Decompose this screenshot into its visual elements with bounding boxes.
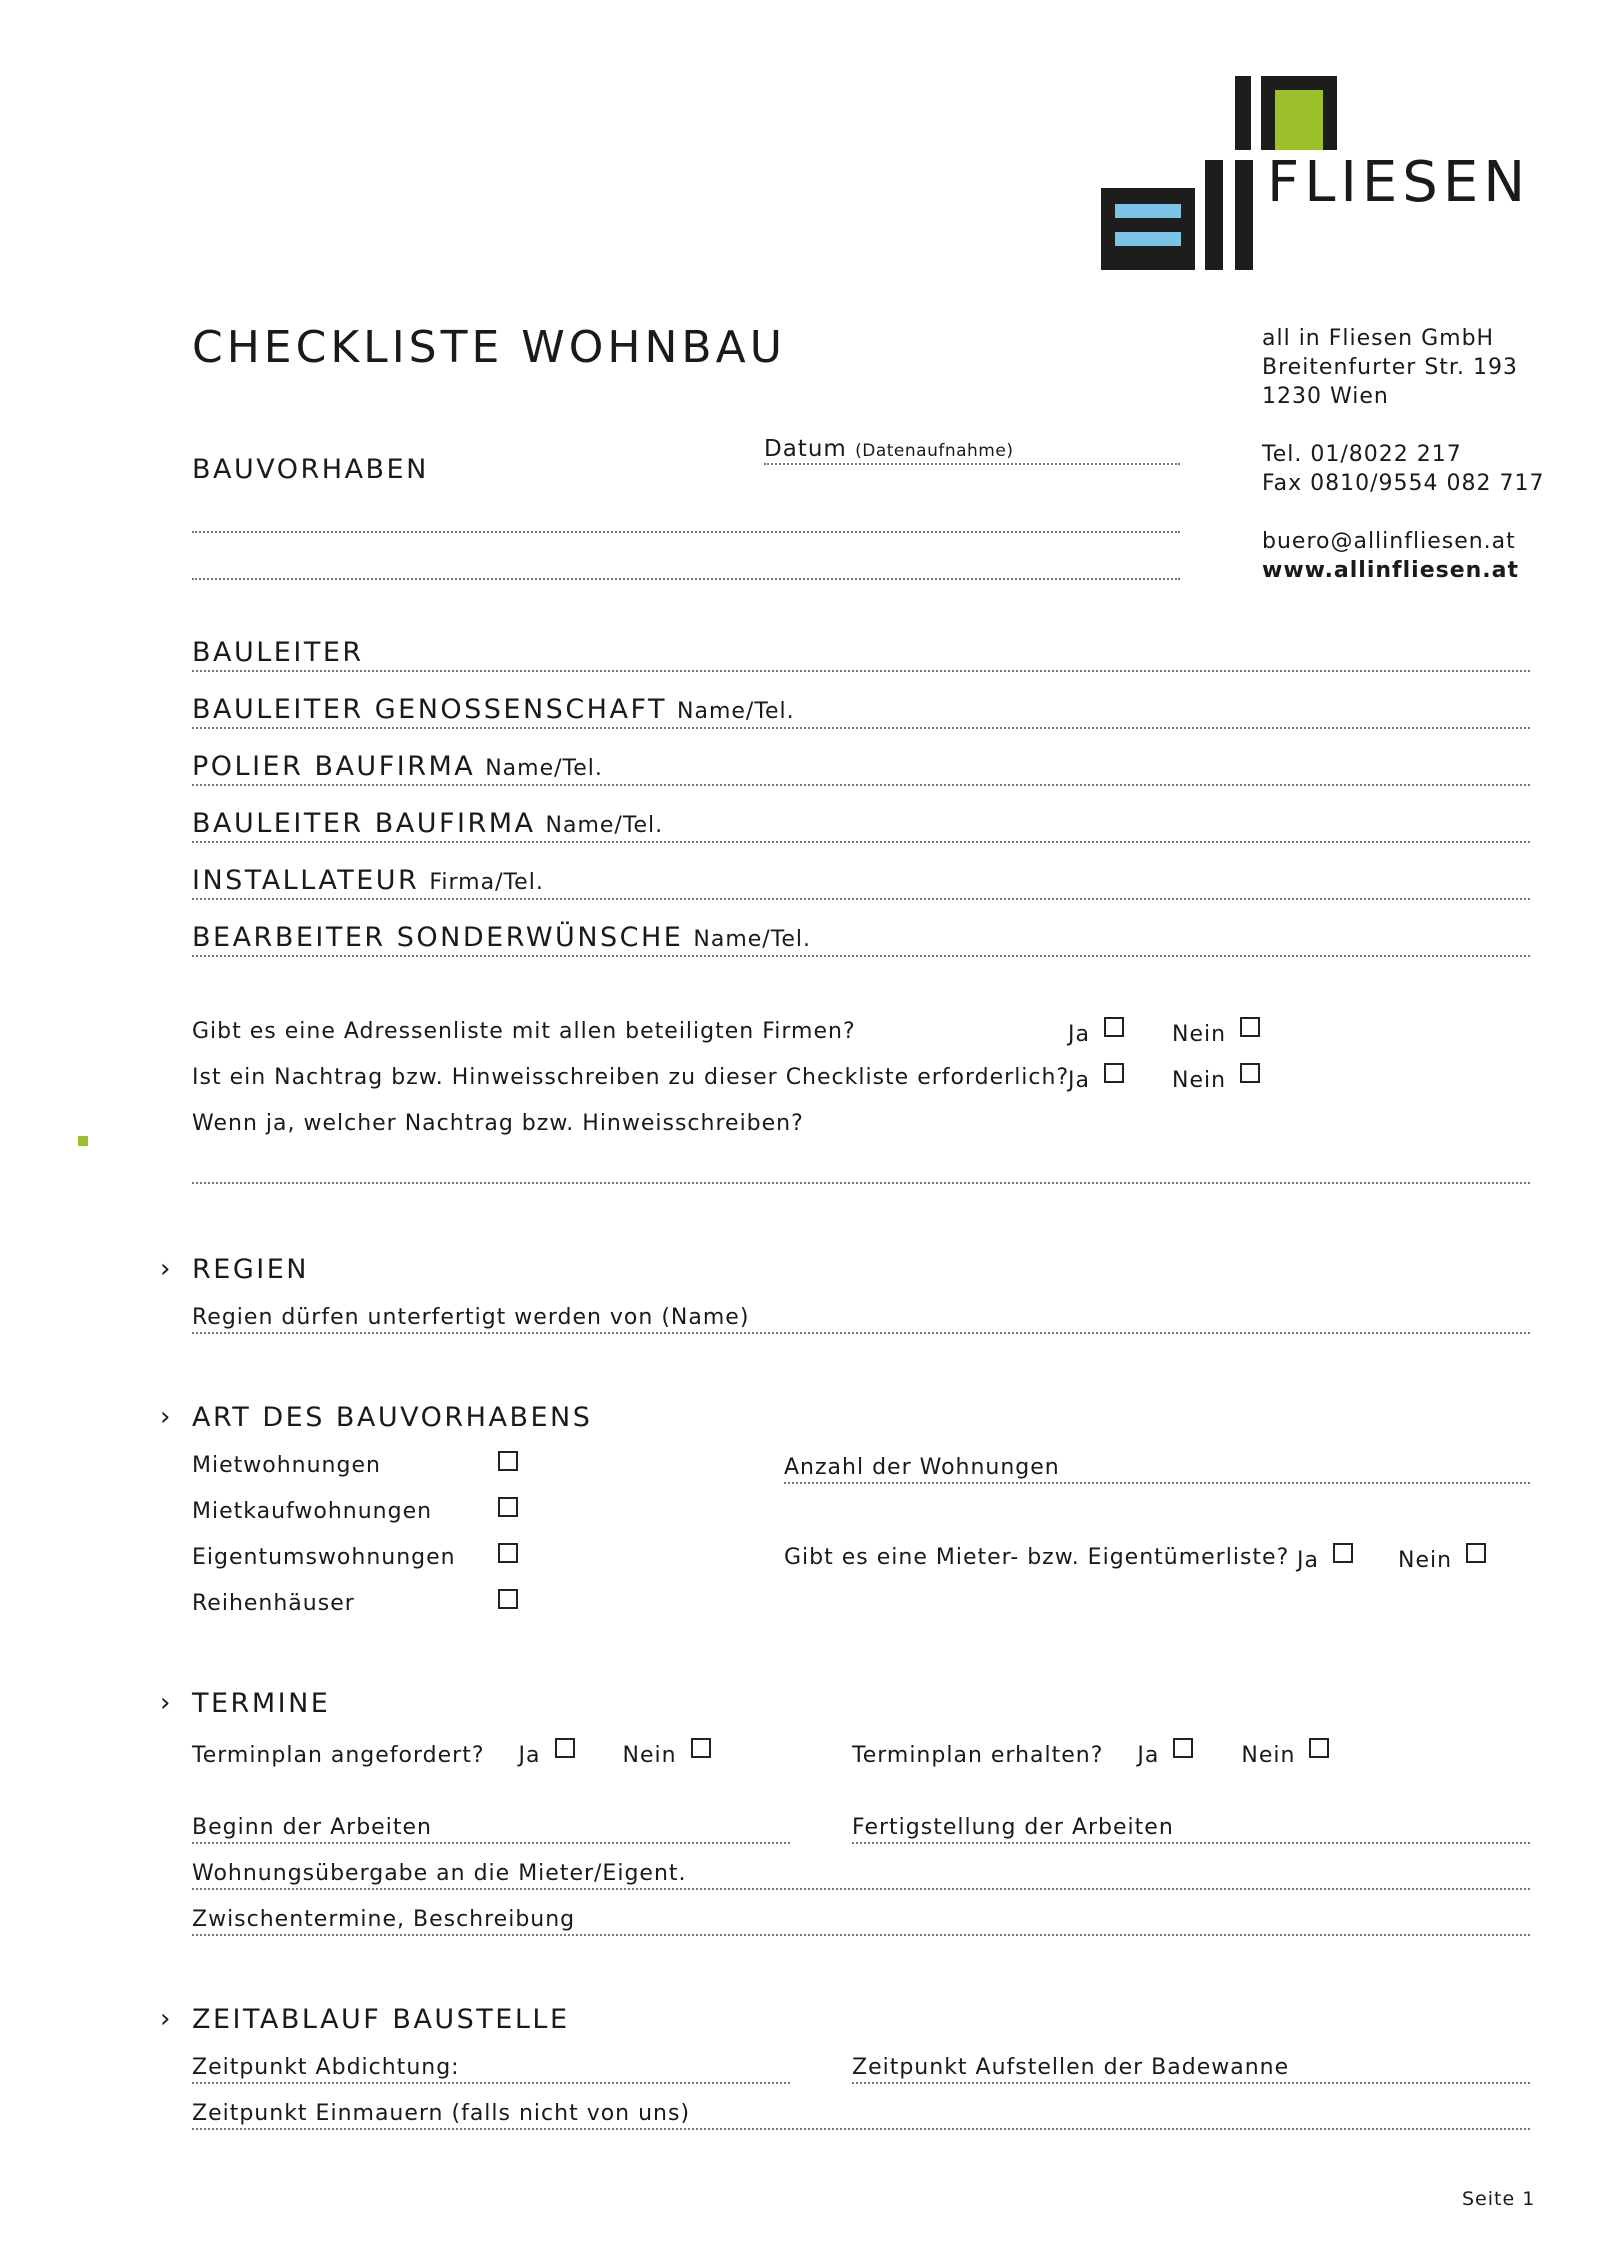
q2-yes-checkbox[interactable] [1104, 1063, 1124, 1083]
company-name: all in Fliesen GmbH [1262, 326, 1495, 351]
question-which-supplement: Wenn ja, welcher Nachtrag bzw. Hinweisschreiben? [192, 1111, 804, 1136]
schedule-requested-no-checkbox[interactable] [691, 1738, 711, 1758]
field-wohnungsuebergabe[interactable]: Wohnungsübergabe an die Mieter/Eigent. [192, 1846, 1530, 1890]
supplement-input-line[interactable] [192, 1182, 1530, 1184]
company-fax: Fax 0810/9554 082 717 [1262, 471, 1545, 496]
company-tel: Tel. 01/8022 217 [1262, 442, 1462, 467]
q2-no-checkbox[interactable] [1240, 1063, 1260, 1083]
section-zeitablauf-baustelle: ZEITABLAUF BAUSTELLE [192, 2004, 570, 2035]
project-input-line-1[interactable] [192, 531, 1180, 533]
field-regien[interactable]: Regien dürfen unterfertigt werden von (Name) [192, 1290, 1530, 1334]
company-logo [1095, 72, 1531, 272]
field-polier-baufirma[interactable]: POLIER BAUFIRMA Name/Tel. [192, 742, 1530, 786]
schedule-received-yes-checkbox[interactable] [1173, 1738, 1193, 1758]
date-field-label: Datum (Datenaufnahme) [764, 436, 1014, 462]
field-bearbeiter-sonderwuensche[interactable]: BEARBEITER SONDERWÜNSCHE Name/Tel. [192, 913, 1530, 957]
tenant-list-yes-checkbox[interactable] [1333, 1543, 1353, 1563]
question-address-list: Gibt es eine Adressenliste mit allen beteiligten Firmen? [192, 1019, 856, 1044]
field-fertigstellung[interactable]: Fertigstellung der Arbeiten [852, 1800, 1530, 1844]
type-eigentumswohnungen-checkbox[interactable] [498, 1543, 518, 1563]
company-city: 1230 Wien [1262, 384, 1389, 409]
field-beginn[interactable]: Beginn der Arbeiten [192, 1800, 790, 1844]
type-reihenhaeuser: Reihenhäuser [192, 1591, 355, 1616]
q1-no-checkbox[interactable] [1240, 1017, 1260, 1037]
q2-no[interactable]: Nein [1172, 1063, 1260, 1093]
date-input-line[interactable] [764, 463, 1180, 465]
type-eigentumswohnungen: Eigentumswohnungen [192, 1545, 456, 1570]
page-title: CHECKLISTE WOHNBAU [192, 322, 786, 373]
accent-square [78, 1136, 88, 1146]
schedule-received: Terminplan erhalten? Ja Nein [852, 1738, 1329, 1768]
chevron-right-icon: › [160, 1254, 171, 1284]
q1-no[interactable]: Nein [1172, 1017, 1260, 1047]
q1-yes-checkbox[interactable] [1104, 1017, 1124, 1037]
company-website[interactable]: www.allinfliesen.at [1262, 558, 1520, 583]
field-bauleiter-genossenschaft[interactable]: BAULEITER GENOSSENSCHAFT Name/Tel. [192, 685, 1530, 729]
schedule-requested-yes-checkbox[interactable] [555, 1738, 575, 1758]
page-number: Seite 1 [1462, 2188, 1536, 2210]
field-einmauern[interactable]: Zeitpunkt Einmauern (falls nicht von uns) [192, 2086, 1530, 2130]
type-reihenhaeuser-checkbox[interactable] [498, 1589, 518, 1609]
field-anzahl-wohnungen[interactable]: Anzahl der Wohnungen [784, 1440, 1530, 1484]
logo-wordmark: FLIESEN [1267, 150, 1531, 215]
project-input-line-2[interactable] [192, 578, 1180, 580]
field-bauleiter[interactable]: BAULEITER [192, 628, 1530, 672]
company-street: Breitenfurter Str. 193 [1262, 355, 1518, 380]
type-mietkaufwohnungen: Mietkaufwohnungen [192, 1499, 433, 1524]
type-mietwohnungen: Mietwohnungen [192, 1453, 381, 1478]
field-zwischentermine[interactable]: Zwischentermine, Beschreibung [192, 1892, 1530, 1936]
company-email[interactable]: buero@allinfliesen.at [1262, 529, 1516, 554]
tenant-list-yes[interactable]: Ja [1297, 1543, 1353, 1573]
type-mietwohnungen-checkbox[interactable] [498, 1451, 518, 1471]
chevron-right-icon: › [160, 2004, 171, 2034]
section-regien: REGIEN [192, 1254, 309, 1285]
tenant-list-no[interactable]: Nein [1398, 1543, 1486, 1573]
project-label: BAUVORHABEN [192, 454, 429, 485]
q2-yes[interactable]: Ja [1068, 1063, 1124, 1093]
tenant-list-no-checkbox[interactable] [1466, 1543, 1486, 1563]
field-badewanne[interactable]: Zeitpunkt Aufstellen der Badewanne [852, 2040, 1530, 2084]
chevron-right-icon: › [160, 1402, 171, 1432]
schedule-received-no-checkbox[interactable] [1309, 1738, 1329, 1758]
field-installateur[interactable]: INSTALLATEUR Firma/Tel. [192, 856, 1530, 900]
section-termine: TERMINE [192, 1688, 331, 1719]
schedule-requested: Terminplan angefordert? Ja Nein [192, 1738, 711, 1768]
question-supplement: Ist ein Nachtrag bzw. Hinweisschreiben zu dieser Checkliste erforderlich? [192, 1065, 1070, 1090]
field-abdichtung[interactable]: Zeitpunkt Abdichtung: [192, 2040, 790, 2084]
section-art-des-bauvorhabens: ART DES BAUVORHABENS [192, 1402, 593, 1433]
type-mietkaufwohnungen-checkbox[interactable] [498, 1497, 518, 1517]
company-address [1262, 324, 1545, 585]
q1-yes[interactable]: Ja [1068, 1017, 1124, 1047]
question-tenant-list: Gibt es eine Mieter- bzw. Eigentümerliste? [784, 1545, 1290, 1570]
field-bauleiter-baufirma[interactable]: BAULEITER BAUFIRMA Name/Tel. [192, 799, 1530, 843]
chevron-right-icon: › [160, 1688, 171, 1718]
